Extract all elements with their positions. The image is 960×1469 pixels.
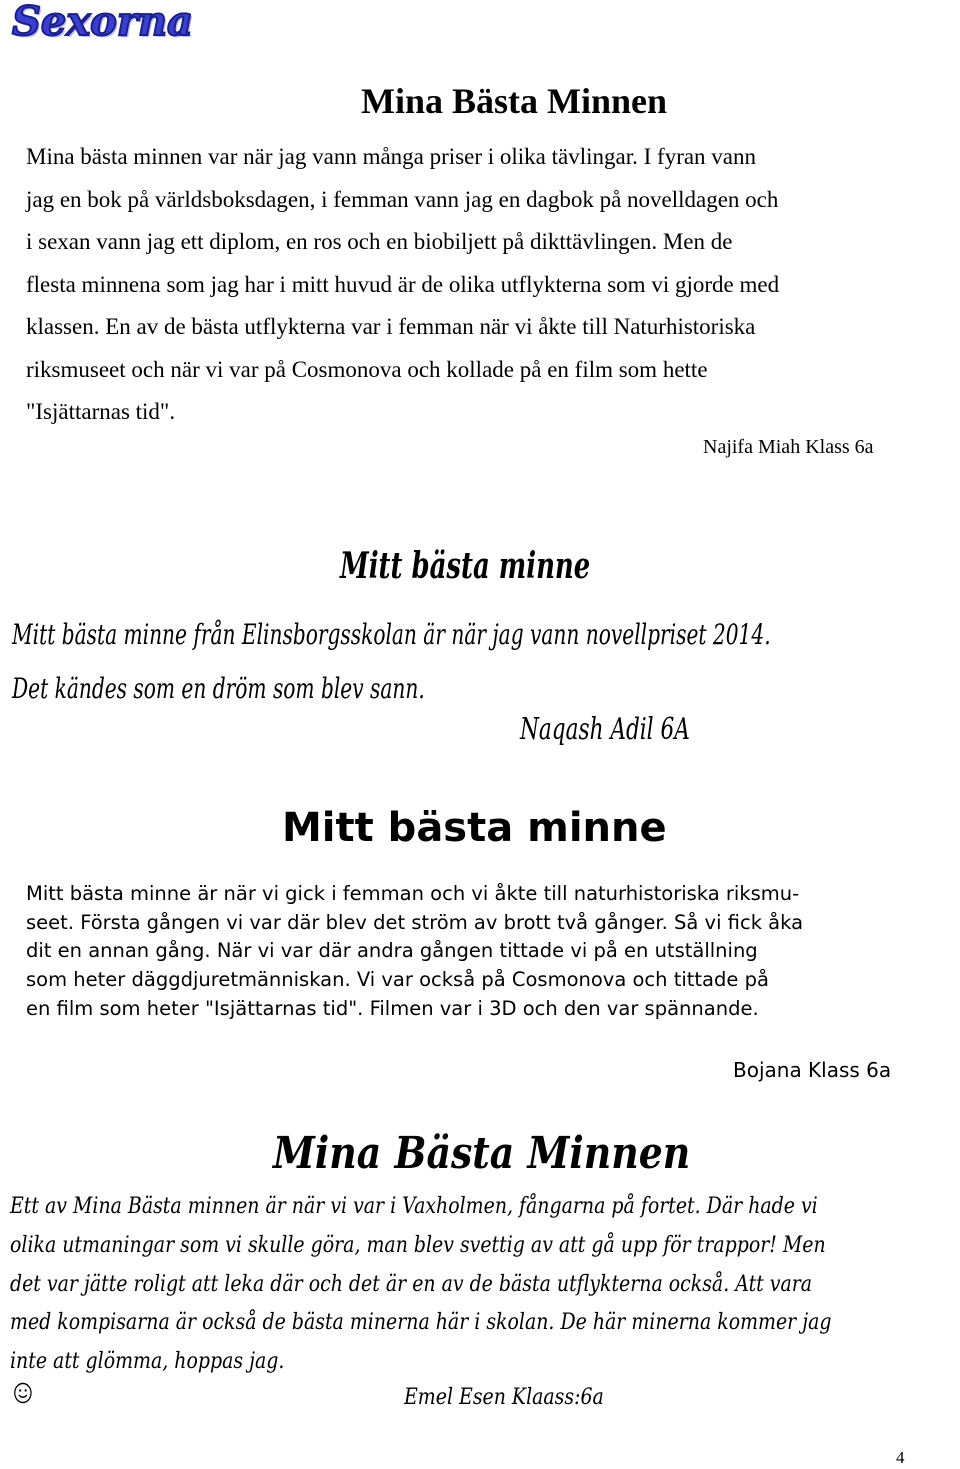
body-line: dit en annan gång. När vi var där andra gången tittade vi på en utställning [26, 939, 758, 963]
body-line: flesta minnena som jag har i mitt huvud är de olika utflykterna som vi gjorde med [26, 271, 780, 297]
body-line-text: inte att glömma, hoppas jag. [10, 1349, 285, 1375]
section-title-mitt-basta-minne: Mitt bästa minne [340, 545, 591, 587]
body-line: "Isjättarnas tid". [26, 399, 176, 424]
author-signature: Naqash Adil 6A [520, 712, 690, 747]
section-body-naqash [12, 608, 771, 716]
section-body-emel [10, 1188, 832, 1404]
section-title-mitt-basta-minne: Mitt bästa minne [282, 805, 667, 851]
body-line: en film som heter "Isjättarnas tid". Filmen var i 3D och den var spännande. [26, 996, 759, 1020]
body-line: det var jätte roligt att leka där och det är en av de bästa utflykterna också. Att vara [10, 1271, 813, 1297]
body-line: seet. Första gången vi var där blev det ström av brott två gånger. Så vi fick åka [26, 910, 804, 934]
body-line: Mitt bästa minne är när vi gick i femman och vi åkte till naturhistoriska riksmu- [26, 882, 800, 905]
section-body-najifa [26, 136, 960, 434]
body-line: Det kändes som en dröm som blev sann. [12, 672, 425, 705]
body-line: Mitt bästa minne från Elinsborgsskolan är när jag vann novellpriset 2014. [12, 618, 771, 651]
body-line: jag en bok på världsboksdagen, i femman vann jag en dagbok på novelldagen och [26, 186, 779, 212]
author-signature: Bojana Klass 6a [733, 1058, 892, 1082]
body-line: klassen. En av de bästa utflykterna var i femman när vi åkte till Naturhistoriska [26, 314, 756, 339]
body-line: olika utmaningar som vi skulle göra, man blev svettig av att gå upp för trappor! Men [10, 1232, 826, 1258]
newsletter-logo: Sexorna [12, 0, 193, 45]
section-title-mina-basta-minnen: Mina Bästa Minnen [273, 1128, 691, 1179]
body-line: Mina bästa minnen var när jag vann många priser i olika tävlingar. I fyran vann [26, 144, 757, 169]
body-line: Ett av Mina Bästa minnen är när vi var i Vaxholmen, fångarna på fortet. Där hade vi [10, 1194, 818, 1219]
body-line: med kompisarna är också de bästa minerna här i skolan. De här minerna kommer jag [10, 1310, 832, 1336]
section-title-mina-basta-minnen: Mina Bästa Minnen [361, 81, 668, 121]
body-line: i sexan vann jag ett diplom, en ros och en biobiljett på dikttävlingen. Men de [26, 229, 733, 254]
body-line: riksmuseet och när vi var på Cosmonova och kollade på en film som hette [26, 356, 708, 382]
author-signature: Najifa Miah Klass 6a [703, 436, 874, 458]
body-line: som heter däggdjuretmänniskan. Vi var också på Cosmonova och tittade på [26, 968, 769, 992]
page-number: 4 [896, 1448, 905, 1467]
author-signature: Emel Esen Klaass:6a [404, 1385, 604, 1410]
section-body-bojana [26, 880, 926, 1024]
